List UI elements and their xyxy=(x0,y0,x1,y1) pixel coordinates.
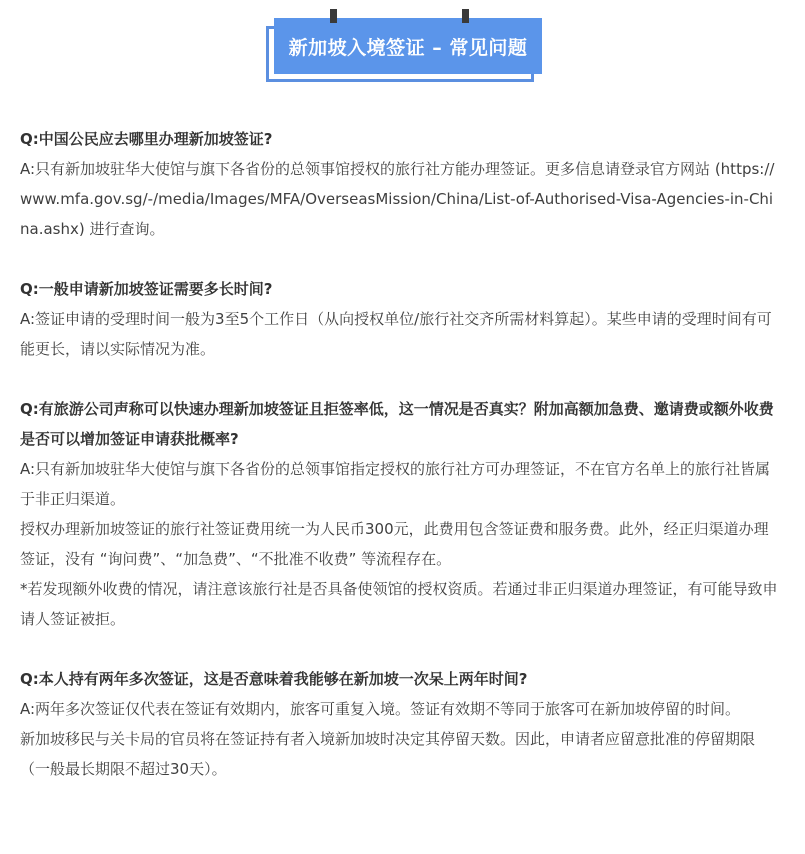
faq-item xyxy=(20,664,780,784)
faq-answer: *若发现额外收费的情况，请注意该旅行社是否具备使领馆的授权资质。若通过非正归渠道办理签证，有可能导致申请人签证被拒。 xyxy=(20,580,778,628)
faq-question: Q:有旅游公司声称可以快速办理新加坡签证且拒签率低，这一情况是否真实？附加高额加急费、邀请费或额外收费是否可以增加签证申请获批概率? xyxy=(20,400,774,448)
faq-answer: 授权办理新加坡签证的旅行社签证费用统一为人民币300元，此费用包含签证费和服务费。此外，经正归渠道办理签证，没有 “询问费”、“加急费”、“不批准不收费” 等流程存在。 xyxy=(20,520,769,568)
faq-answer: A:签证申请的受理时间一般为3至5个工作日（从向授权单位/旅行社交齐所需材料算起）。某些申请的受理时间有可能更长，请以实际情况为准。 xyxy=(20,310,772,358)
faq-answer: 新加坡移民与关卡局的官员将在签证持有者入境新加坡时决定其停留天数。因此，申请者应留意批准的停留期限（一般最长期限不超过30天）。 xyxy=(20,730,756,778)
faq-item xyxy=(20,124,780,244)
faq-question: Q:中国公民应去哪里办理新加坡签证? xyxy=(20,130,273,148)
faq-list xyxy=(20,124,780,814)
faq-item xyxy=(20,394,780,634)
faq-item xyxy=(20,274,780,364)
faq-answer: A:两年多次签证仅代表在签证有效期内，旅客可重复入境。签证有效期不等同于旅客可在新加坡停留的时间。 xyxy=(20,700,741,718)
faq-answer: A:只有新加坡驻华大使馆与旗下各省份的总领事馆授权的旅行社方能办理签证。更多信息请登录官方网站 (https://www.mfa.gov.sg/-/media/Images/MFA/OverseasMission/China/List-of-Authorised-Visa-Agencies-in-China.ashx) 进行查询。 xyxy=(20,160,775,238)
faq-question: Q:一般申请新加坡签证需要多长时间? xyxy=(20,280,273,298)
faq-answer: A:只有新加坡驻华大使馆与旗下各省份的总领事馆指定授权的旅行社方可办理签证，不在官方名单上的旅行社皆属于非正归渠道。 xyxy=(20,460,771,508)
faq-question: Q:本人持有两年多次签证，这是否意味着我能够在新加坡一次呆上两年时间? xyxy=(20,670,528,688)
pin-right-icon xyxy=(462,9,469,23)
page-title: 新加坡入境签证 – 常见问题 xyxy=(288,36,528,59)
title-banner xyxy=(266,18,542,82)
banner-box xyxy=(274,18,542,74)
pin-left-icon xyxy=(330,9,337,23)
